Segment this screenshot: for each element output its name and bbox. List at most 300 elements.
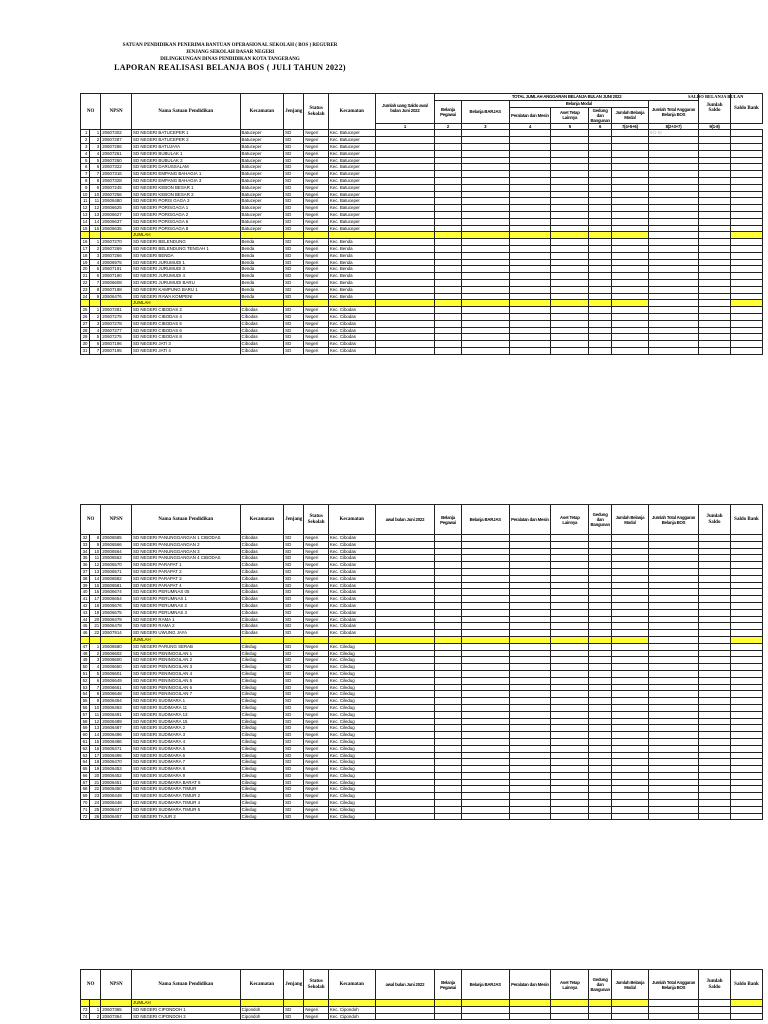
kecamatan-cell: Cibodas <box>240 609 284 616</box>
amount-cell <box>435 157 462 164</box>
amount-cell <box>509 643 550 650</box>
kecamatan-2-cell: Kec. Cibodas <box>328 327 375 334</box>
amount-cell <box>435 164 462 171</box>
status-cell: Negeri <box>304 677 328 684</box>
amount-cell <box>611 143 648 150</box>
jumlah-saldo-cell <box>649 738 699 745</box>
school-name-cell: SD NEGERI KEBON BESAR 2 <box>132 191 241 198</box>
jenjang-cell: SD <box>284 766 304 773</box>
amount-cell <box>551 137 589 144</box>
amount-cell <box>509 609 550 616</box>
amount-cell <box>509 266 550 273</box>
table-row <box>81 582 763 589</box>
amount-cell <box>435 184 462 191</box>
saldo-bank-cell <box>699 657 731 664</box>
amount-cell <box>589 725 611 732</box>
col-header-jumlah-modal: Jumlah Belanja Modal <box>611 107 648 123</box>
school-name-cell: SD NEGERI JURUMUDI 1 <box>132 259 241 266</box>
kecamatan-cell: Cibodas <box>240 334 284 341</box>
table-row <box>81 691 763 698</box>
npsn-cell: 20606450 <box>101 786 132 793</box>
amount-cell <box>611 341 648 348</box>
extra-cell <box>730 259 762 266</box>
kecamatan-cell: Cipondoh <box>240 1013 284 1020</box>
amount-cell <box>611 334 648 341</box>
table-row <box>81 347 763 354</box>
amount-cell <box>461 266 509 273</box>
row-sub-number: 19 <box>89 609 101 616</box>
amount-cell <box>611 1006 648 1013</box>
row-number: 37 <box>81 568 90 575</box>
row-sub-number: 7 <box>89 684 101 691</box>
table-row <box>81 239 763 246</box>
amount-cell <box>375 800 435 807</box>
amount-cell <box>435 698 462 705</box>
row-number: 59 <box>81 725 90 732</box>
amount-cell <box>509 575 550 582</box>
extra-cell <box>730 273 762 280</box>
jenjang-cell: SD <box>284 334 304 341</box>
amount-cell <box>551 806 589 813</box>
table-row <box>81 198 763 205</box>
npsn-cell: 20606580 <box>101 643 132 650</box>
status-cell: Negeri <box>304 205 328 212</box>
col-header-kecamatan-2: Kecamatan <box>328 970 375 1000</box>
row-sub-number: 1 <box>89 130 101 137</box>
school-name-cell: SD NEGERI PORISGAGA 2 <box>132 211 241 218</box>
filler-cell <box>284 1000 304 1007</box>
jenjang-cell: SD <box>284 184 304 191</box>
header-line-2: JENJANG SEKOLAH DASAR NEGERI <box>185 50 275 55</box>
amount-cell <box>509 1006 550 1013</box>
amount-cell <box>611 630 648 637</box>
extra-cell <box>730 725 762 732</box>
col-header-no: NO <box>81 94 101 130</box>
table-row <box>81 704 763 711</box>
kecamatan-cell: Cibodas <box>240 541 284 548</box>
status-cell: Negeri <box>304 732 328 739</box>
status-cell: Negeri <box>304 786 328 793</box>
npsn-cell: 20607279 <box>101 313 132 320</box>
kecamatan-2-cell: Kec. Ciledug <box>328 779 375 786</box>
subtotal-row <box>81 300 763 307</box>
kecamatan-cell: Batuceper <box>240 137 284 144</box>
amount-cell <box>509 300 550 307</box>
row-number: 7 <box>81 171 90 178</box>
amount-cell <box>435 664 462 671</box>
row-sub-number: 15 <box>89 738 101 745</box>
jenjang-cell: SD <box>284 738 304 745</box>
table-row <box>81 609 763 616</box>
saldo-bank-cell <box>699 718 731 725</box>
amount-cell <box>551 636 589 643</box>
jumlah-saldo-cell <box>649 657 699 664</box>
kecamatan-cell: Cibodas <box>240 347 284 354</box>
amount-cell <box>589 184 611 191</box>
filler-cell <box>304 300 328 307</box>
saldo-bank-cell <box>699 623 731 630</box>
extra-cell <box>730 293 762 300</box>
kecamatan-2-cell: Kec. Cibodas <box>328 623 375 630</box>
kecamatan-cell: Ciledug <box>240 684 284 691</box>
amount-cell <box>435 245 462 252</box>
amount-cell <box>461 616 509 623</box>
amount-cell <box>509 205 550 212</box>
npsn-cell: 20606570 <box>101 562 132 569</box>
amount-cell <box>589 171 611 178</box>
row-number: 38 <box>81 575 90 582</box>
status-cell: Negeri <box>304 273 328 280</box>
kecamatan-cell: Batuceper <box>240 205 284 212</box>
amount-cell <box>509 279 550 286</box>
amount-cell <box>461 745 509 752</box>
col-header-nama: Nama Satuan Pendidikan <box>132 970 241 1000</box>
amount-cell <box>461 670 509 677</box>
row-number: 72 <box>81 813 90 820</box>
row-number: 66 <box>81 772 90 779</box>
kecamatan-2-cell: Kec. Ciledug <box>328 766 375 773</box>
row-sub-number: 18 <box>89 602 101 609</box>
table-row <box>81 589 763 596</box>
school-name-cell: SD NEGERI PANUNGGANGAN 1 CIBODAS <box>132 535 241 542</box>
row-sub-number: 21 <box>89 779 101 786</box>
jenjang-cell: SD <box>284 664 304 671</box>
table-row <box>81 143 763 150</box>
jumlah-saldo-cell <box>649 341 699 348</box>
row-sub-number: 13 <box>89 725 101 732</box>
amount-cell <box>589 130 611 137</box>
jumlah-label: JUMLAH <box>132 636 241 643</box>
status-cell: Negeri <box>304 562 328 569</box>
amount-cell <box>611 684 648 691</box>
table-row <box>81 130 763 137</box>
jenjang-cell: SD <box>284 575 304 582</box>
row-number: 27 <box>81 320 90 327</box>
kecamatan-2-cell: Kec. Ciledug <box>328 725 375 732</box>
status-cell: Negeri <box>304 779 328 786</box>
jenjang-cell: SD <box>284 582 304 589</box>
amount-cell <box>461 334 509 341</box>
saldo-bank-cell <box>699 568 731 575</box>
jenjang-cell: SD <box>284 191 304 198</box>
jenjang-cell: SD <box>284 1013 304 1020</box>
amount-cell <box>435 657 462 664</box>
row-sub-number: 1 <box>89 239 101 246</box>
npsn-cell: 20606676 <box>101 602 132 609</box>
amount-cell <box>435 191 462 198</box>
amount-cell <box>611 589 648 596</box>
amount-cell <box>375 143 435 150</box>
subtotal-row <box>81 1000 763 1007</box>
school-name-cell: SD NEGERI PENINGGILAN 6 <box>132 684 241 691</box>
status-cell: Negeri <box>304 171 328 178</box>
row-sub-number: 9 <box>89 184 101 191</box>
kecamatan-2-cell: Kec. Ciledug <box>328 657 375 664</box>
school-name-cell: SD NEGERI PENINGGILAN 1 <box>132 650 241 657</box>
column-number: 5 <box>551 123 589 130</box>
school-name-cell: SD NEGERI PENINGGILAN 5 <box>132 677 241 684</box>
saldo-bank-cell <box>699 698 731 705</box>
amount-cell <box>461 143 509 150</box>
amount-cell <box>461 623 509 630</box>
amount-cell <box>435 286 462 293</box>
jumlah-saldo-cell <box>649 232 699 239</box>
jumlah-saldo-cell <box>649 184 699 191</box>
amount-cell <box>375 806 435 813</box>
amount-cell <box>509 813 550 820</box>
column-number: 2 <box>435 123 462 130</box>
row-sub-number: 9 <box>89 698 101 705</box>
extra-cell <box>730 718 762 725</box>
row-sub-number: 11 <box>89 198 101 205</box>
row-number: 9 <box>81 184 90 191</box>
jenjang-cell: SD <box>284 691 304 698</box>
jumlah-saldo-cell <box>649 286 699 293</box>
amount-cell <box>461 327 509 334</box>
school-name-cell: SD NEGERI CIBODAS 4 <box>132 313 241 320</box>
extra-cell <box>730 266 762 273</box>
jenjang-cell: SD <box>284 704 304 711</box>
col-header-aset: Aset Tetap Lainnya <box>551 505 589 535</box>
jenjang-cell: SD <box>284 643 304 650</box>
jenjang-cell: SD <box>284 307 304 314</box>
amount-cell <box>375 279 435 286</box>
row-number: 3 <box>81 143 90 150</box>
kecamatan-cell: Benda <box>240 286 284 293</box>
status-cell: Negeri <box>304 704 328 711</box>
amount-cell <box>509 143 550 150</box>
table-row <box>81 541 763 548</box>
jumlah-saldo-cell <box>649 718 699 725</box>
status-cell: Negeri <box>304 752 328 759</box>
amount-cell <box>375 198 435 205</box>
amount-cell <box>461 259 509 266</box>
jenjang-cell: SD <box>284 164 304 171</box>
row-sub-number: 2 <box>89 245 101 252</box>
amount-cell <box>375 745 435 752</box>
amount-cell <box>461 157 509 164</box>
kecamatan-2-cell: Kec. Cibodas <box>328 313 375 320</box>
saldo-bank-cell <box>699 347 731 354</box>
saldo-label: SALDO BELANJA BULAN <box>688 94 744 99</box>
kecamatan-2-cell: Kec. Batuceper <box>328 143 375 150</box>
amount-cell <box>375 630 435 637</box>
amount-cell <box>589 266 611 273</box>
jenjang-cell: SD <box>284 745 304 752</box>
amount-cell <box>461 630 509 637</box>
jumlah-label: JUMLAH <box>132 232 241 239</box>
npsn-cell: 20607287 <box>101 137 132 144</box>
amount-cell <box>375 664 435 671</box>
amount-cell <box>551 650 589 657</box>
amount-cell <box>509 670 550 677</box>
amount-cell <box>611 327 648 334</box>
status-cell: Negeri <box>304 670 328 677</box>
amount-cell <box>509 541 550 548</box>
saldo-bank-cell <box>699 1006 731 1013</box>
amount-cell <box>611 259 648 266</box>
row-sub-number: 1 <box>89 1006 101 1013</box>
kecamatan-2-cell: Kec. Ciledug <box>328 684 375 691</box>
npsn-cell: 20607196 <box>101 341 132 348</box>
jumlah-saldo-cell <box>649 555 699 562</box>
kecamatan-cell: Ciledug <box>240 752 284 759</box>
npsn-cell: 20606448 <box>101 800 132 807</box>
saldo-bank-cell <box>699 575 731 582</box>
kecamatan-cell: Ciledug <box>240 718 284 725</box>
amount-cell <box>611 643 648 650</box>
kecamatan-2-cell: Kec. Cibodas <box>328 609 375 616</box>
amount-cell <box>611 725 648 732</box>
table-row <box>81 596 763 603</box>
saldo-bank-cell <box>699 562 731 569</box>
kecamatan-cell: Ciledug <box>240 704 284 711</box>
kecamatan-cell: Ciledug <box>240 806 284 813</box>
saldo-bank-cell <box>699 684 731 691</box>
kecamatan-cell: Ciledug <box>240 664 284 671</box>
table-row <box>81 157 763 164</box>
amount-cell <box>461 691 509 698</box>
kecamatan-2-cell: Kec. Benda <box>328 279 375 286</box>
amount-cell <box>589 657 611 664</box>
saldo-bank-cell <box>699 232 731 239</box>
amount-cell <box>551 198 589 205</box>
amount-cell <box>509 772 550 779</box>
school-name-cell: SD NEGERI CIBODAS 2 <box>132 307 241 314</box>
npsn-cell: 20606648 <box>101 691 132 698</box>
amount-cell <box>589 745 611 752</box>
saldo-bank-cell <box>699 738 731 745</box>
header-row <box>81 505 763 535</box>
amount-cell <box>435 300 462 307</box>
amount-cell <box>589 1000 611 1007</box>
kecamatan-cell: Ciledug <box>240 745 284 752</box>
row-sub-number: 17 <box>89 596 101 603</box>
kecamatan-2-cell: Kec. Cibodas <box>328 341 375 348</box>
status-cell: Negeri <box>304 793 328 800</box>
amount-cell <box>509 779 550 786</box>
amount-cell <box>611 616 648 623</box>
amount-cell <box>611 191 648 198</box>
npsn-cell: 20606494 <box>101 698 132 705</box>
amount-cell <box>509 732 550 739</box>
amount-cell <box>589 562 611 569</box>
amount-cell <box>375 211 435 218</box>
kecamatan-cell: Batuceper <box>240 198 284 205</box>
amount-cell <box>589 630 611 637</box>
extra-cell <box>730 589 762 596</box>
npsn-cell: 20606562 <box>101 555 132 562</box>
row-number: 18 <box>81 252 90 259</box>
row-number: 50 <box>81 664 90 671</box>
amount-cell <box>375 341 435 348</box>
status-cell: Negeri <box>304 137 328 144</box>
extra-cell <box>730 772 762 779</box>
amount-cell <box>435 596 462 603</box>
kecamatan-cell: Cibodas <box>240 589 284 596</box>
amount-cell <box>509 150 550 157</box>
table-row <box>81 806 763 813</box>
row-number: 26 <box>81 313 90 320</box>
amount-cell <box>611 786 648 793</box>
amount-cell <box>461 800 509 807</box>
amount-cell <box>435 759 462 766</box>
npsn-cell: 20607328 <box>101 177 132 184</box>
column-number: 4 <box>509 123 550 130</box>
amount-cell <box>375 205 435 212</box>
amount-cell <box>509 218 550 225</box>
npsn-cell: 20606491 <box>101 711 132 718</box>
jumlah-saldo-cell <box>649 143 699 150</box>
kecamatan-cell: Batuceper <box>240 177 284 184</box>
amount-cell <box>509 630 550 637</box>
amount-cell <box>375 623 435 630</box>
jumlah-saldo-cell <box>649 320 699 327</box>
row-number: 19 <box>81 259 90 266</box>
amount-cell <box>375 589 435 596</box>
table-row <box>81 327 763 334</box>
row-number: 21 <box>81 273 90 280</box>
table-row <box>81 738 763 745</box>
table-row <box>81 732 763 739</box>
row-sub-number: 7 <box>89 347 101 354</box>
row-number: 2 <box>81 137 90 144</box>
jenjang-cell: SD <box>284 725 304 732</box>
row-sub-number: 22 <box>89 786 101 793</box>
npsn-cell: 20607260 <box>101 157 132 164</box>
amount-cell <box>435 218 462 225</box>
kecamatan-2-cell: Kec. Cibodas <box>328 616 375 623</box>
school-name-cell: SD NEGERI SUDIMARA 6 <box>132 752 241 759</box>
school-name-cell: SD NEGERI PENINGGILAN 4 <box>132 670 241 677</box>
amount-cell <box>611 184 648 191</box>
amount-cell <box>551 286 589 293</box>
status-cell: Negeri <box>304 259 328 266</box>
amount-cell <box>611 732 648 739</box>
amount-cell <box>551 307 589 314</box>
extra-cell <box>730 596 762 603</box>
kecamatan-cell: Ciledug <box>240 725 284 732</box>
amount-cell <box>589 718 611 725</box>
kecamatan-2-cell: Kec. Ciledug <box>328 711 375 718</box>
npsn-cell: 20607261 <box>101 150 132 157</box>
amount-cell <box>435 137 462 144</box>
report-table <box>80 93 763 355</box>
saldo-bank-cell <box>699 1000 731 1007</box>
status-cell: Negeri <box>304 745 328 752</box>
extra-cell <box>730 759 762 766</box>
jenjang-cell: SD <box>284 320 304 327</box>
npsn-cell: 20607191 <box>101 266 132 273</box>
npsn-cell: 20606478 <box>101 623 132 630</box>
extra-cell <box>730 300 762 307</box>
jumlah-saldo-cell <box>649 150 699 157</box>
table-row <box>81 286 763 293</box>
row-number: 58 <box>81 718 90 725</box>
kecamatan-cell: Cibodas <box>240 623 284 630</box>
school-name-cell: SD NEGERI PARAPAT 3 <box>132 575 241 582</box>
amount-cell <box>375 307 435 314</box>
row-number: 53 <box>81 684 90 691</box>
amount-cell <box>551 657 589 664</box>
saldo-bank-cell <box>699 555 731 562</box>
row-sub-number: 2 <box>89 1013 101 1020</box>
kecamatan-2-cell: Kec. Ciledug <box>328 691 375 698</box>
amount-cell <box>461 596 509 603</box>
amount-cell <box>611 300 648 307</box>
jumlah-saldo-cell <box>649 157 699 164</box>
amount-cell <box>611 171 648 178</box>
